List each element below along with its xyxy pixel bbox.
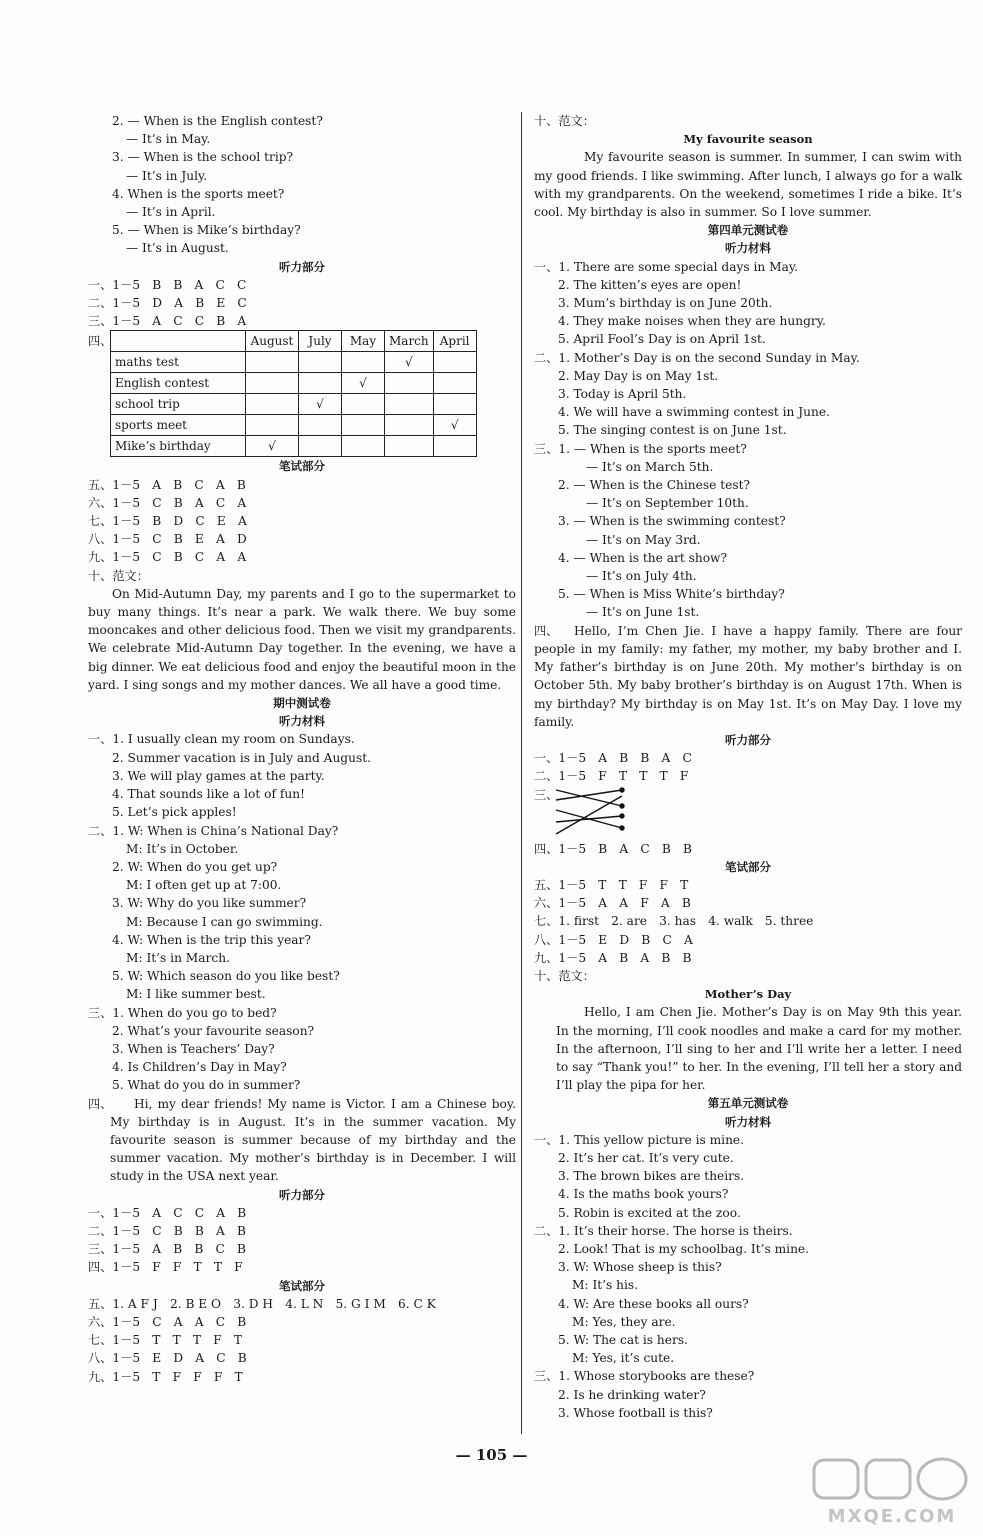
answer-line: 三、1－5 A C C B A xyxy=(88,314,247,329)
text-line: 三、1. When do you go to bed? xyxy=(88,1005,277,1020)
text-line: 5. — When is Miss White’s birthday? xyxy=(558,587,785,602)
check-cell xyxy=(433,352,476,373)
answer-line: 八、1－5 C B E A D xyxy=(88,532,247,547)
text-line: 5. The singing contest is on June 1st. xyxy=(558,423,787,438)
text-line: 5. Let’s pick apples! xyxy=(112,805,237,820)
text-line: 5. Robin is excited at the zoo. xyxy=(558,1205,741,1220)
text-line: 4. Is the maths book yours? xyxy=(558,1187,729,1202)
check-cell xyxy=(433,436,476,457)
answer-table-block xyxy=(88,330,516,457)
answer-line: 七、1. first 2. are 3. has 4. walk 5. three xyxy=(534,914,814,929)
matching-lines-diagram xyxy=(550,786,650,840)
answer-line: 四、1－5 F F T T F xyxy=(88,1260,243,1275)
text-line: 3. The brown bikes are theirs. xyxy=(558,1169,745,1184)
table-row xyxy=(111,352,477,373)
text-line: 2. Summer vacation is in July and August. xyxy=(112,750,371,765)
text-line: 2. Is he drinking water? xyxy=(558,1387,706,1402)
essay-label: 十、范文： xyxy=(534,968,595,983)
section-heading: 笔试部分 xyxy=(279,459,325,474)
check-cell xyxy=(246,373,299,394)
essay-title: Mother’s Day xyxy=(704,987,792,1002)
watermark-shape xyxy=(814,1460,858,1498)
answer-line: 八、1－5 E D A C B xyxy=(88,1351,247,1366)
watermark-icon xyxy=(810,1454,975,1530)
text-line: 4. W: When is the trip this year? xyxy=(112,932,311,947)
answer-line: 一、1－5 B B A C C xyxy=(88,277,247,292)
answer-line: 九、1－5 A B A B B xyxy=(534,950,692,965)
table-header: March xyxy=(385,331,434,352)
text-line: 3. — When is the school trip? xyxy=(112,150,294,165)
answer-line: 三、1－5 A B B C B xyxy=(88,1242,247,1257)
text-line: 5. April Fool’s Day is on April 1st. xyxy=(558,332,766,347)
question-number: 四、 xyxy=(88,1096,113,1111)
text-line: 4. We will have a swimming contest in June. xyxy=(558,405,830,420)
text-line: 一、1. This yellow picture is mine. xyxy=(534,1132,745,1147)
table-header: May xyxy=(342,331,385,352)
check-cell: √ xyxy=(342,373,385,394)
answer-line: 五、1－5 T T F F T xyxy=(534,877,689,892)
table-row xyxy=(111,373,477,394)
text-line: — It’s in April. xyxy=(126,205,216,220)
essay-title: My favourite season xyxy=(683,132,813,147)
text-line: M: I often get up at 7:00. xyxy=(126,878,282,893)
answer-line: 五、1－5 A B C A B xyxy=(88,477,246,492)
text-line: M: Because I can go swimming. xyxy=(126,914,323,929)
text-line: 二、1. W: When is China’s National Day? xyxy=(88,823,339,838)
text-line: 2. Look! That is my schoolbag. It’s mine. xyxy=(558,1241,810,1256)
answer-line: 一、1－5 A B B A C xyxy=(534,751,692,766)
text-line: 5. — When is Mike’s birthday? xyxy=(112,223,301,238)
text-line: M: It’s his. xyxy=(572,1278,639,1293)
answer-line: 八、1－5 E D B C A xyxy=(534,932,693,947)
text-line: M: It’s in March. xyxy=(126,950,230,965)
match-dot xyxy=(620,814,624,818)
text-line: 一、1. There are some special days in May. xyxy=(534,259,799,274)
section-heading: 听力部分 xyxy=(279,1187,325,1202)
table-header: April xyxy=(433,331,476,352)
text-line: 3. Whose football is this? xyxy=(558,1405,713,1420)
match-line xyxy=(556,796,622,834)
section-heading: 笔试部分 xyxy=(279,1278,325,1293)
check-cell xyxy=(299,352,342,373)
table-row xyxy=(111,436,477,457)
text-line: 4. When is the sports meet? xyxy=(112,186,285,201)
text-line: 2. — When is the English contest? xyxy=(112,114,323,128)
section-heading: 笔试部分 xyxy=(725,859,771,874)
text-line: 3. We will play games at the party. xyxy=(112,768,325,783)
text-line: 一、1. I usually clean my room on Sundays. xyxy=(88,732,355,747)
essay-paragraph: Hello, I am Chen Jie. Mother’s Day is on May 9th this year. In the morning, I’ll cook noodles and make a card for my mother. In the afternoon, I’ll sing to her and I’ll write her a letter. I need to say “Thank you!” to her. In the evening, I’ll tell her a story and I’ll play the pipa for her. xyxy=(556,1005,962,1093)
row-label: English contest xyxy=(111,373,246,394)
check-cell: √ xyxy=(246,436,299,457)
text-line: — It’s in August. xyxy=(126,241,229,256)
answer-line: 二、1－5 F T T T F xyxy=(534,769,689,784)
section-heading: 听力材料 xyxy=(725,241,771,256)
text-line: 2. It’s her cat. It’s very cute. xyxy=(558,1150,734,1165)
watermark-text: MXQE.COM xyxy=(827,1506,957,1527)
check-cell xyxy=(342,436,385,457)
text-line: — It’s on March 5th. xyxy=(586,459,714,474)
paragraph-block xyxy=(534,622,962,731)
answer-line: 九、1－5 T F F F T xyxy=(88,1369,243,1384)
check-cell xyxy=(342,394,385,415)
match-dot xyxy=(620,826,624,830)
table-header: July xyxy=(299,331,342,352)
check-cell xyxy=(246,352,299,373)
section-heading: 听力材料 xyxy=(725,1114,771,1129)
listening-paragraph: Hi, my dear friends! My name is Victor. I am a Chinese boy. My birthday is in August. It’s in the summer vacation. My favourite season is summer because of my birthday and the summer vacation. My mother’s birthday is in December. I will study in the USA next year. xyxy=(110,1096,516,1184)
text-line: 4. They make noises when they are hungry. xyxy=(558,314,826,329)
answer-line: 七、1－5 B D C E A xyxy=(88,514,247,529)
answer-line: 七、1－5 T T T F T xyxy=(88,1333,242,1348)
table-row xyxy=(111,415,477,436)
check-cell xyxy=(299,436,342,457)
watermark-logo xyxy=(810,1454,975,1530)
matching-block xyxy=(534,786,962,840)
right-column xyxy=(534,112,962,1422)
check-cell xyxy=(246,415,299,436)
question-number: 四、 xyxy=(534,623,559,638)
row-label: maths test xyxy=(111,352,246,373)
check-cell xyxy=(433,373,476,394)
text-line: 2. May Day is on May 1st. xyxy=(558,368,719,383)
answer-line: 九、1－5 C B C A A xyxy=(88,550,247,565)
row-label: Mike’s birthday xyxy=(111,436,246,457)
check-cell: √ xyxy=(385,352,434,373)
text-line: 3. Today is April 5th. xyxy=(558,387,687,402)
text-line: M: It’s in October. xyxy=(126,841,239,856)
match-dot xyxy=(620,788,624,792)
text-line: — It’s in July. xyxy=(126,168,208,183)
text-line: M: Yes, they are. xyxy=(572,1314,676,1329)
answer-line: 六、1－5 C B A C A xyxy=(88,495,247,510)
check-cell xyxy=(342,352,385,373)
watermark-shape xyxy=(866,1460,910,1498)
check-cell xyxy=(385,394,434,415)
text-line: — It’s on September 10th. xyxy=(586,496,749,511)
text-line: 二、1. It’s their horse. The horse is theirs. xyxy=(534,1223,793,1238)
essay-paragraph: My favourite season is summer. In summer, I can swim with my good friends. I like swimming. After lunch, I always go for a walk with my grandparents. On the weekend, sometimes I ride a bike. It’s cool. My birthday is also in summer. So I love summer. xyxy=(534,150,962,220)
text-line: 5. W: The cat is hers. xyxy=(558,1333,688,1347)
page-number: — 105 — xyxy=(455,1446,528,1464)
text-line: 2. The kitten’s eyes are open! xyxy=(558,277,742,292)
text-line: 二、1. Mother’s Day is on the second Sunday in May. xyxy=(534,350,860,365)
test-title: 第五单元测试卷 xyxy=(707,1096,789,1111)
text-line: 3. Mum’s birthday is on June 20th. xyxy=(558,296,773,311)
text-line: — It’s on May 3rd. xyxy=(586,532,701,547)
text-line: 3. When is Teachers’ Day? xyxy=(112,1041,275,1056)
answer-line: 五、1. A F J 2. B E O 3. D H 4. L N 5. G I M 6. C K xyxy=(88,1296,436,1311)
text-line: 3. W: Why do you like summer? xyxy=(112,896,307,911)
question-number: 三、 xyxy=(534,787,559,802)
text-line: — It’s on June 1st. xyxy=(586,605,700,620)
section-heading: 听力部分 xyxy=(279,259,325,274)
text-line: 3. — When is the swimming contest? xyxy=(558,514,786,529)
text-line: 2. — When is the Chinese test? xyxy=(558,478,751,493)
check-cell: √ xyxy=(299,394,342,415)
essay-label: 十、范文： xyxy=(534,114,595,128)
match-dot xyxy=(620,804,624,808)
question-number: 四、 xyxy=(88,334,113,349)
text-line: 4. — When is the art show? xyxy=(558,550,728,565)
section-heading: 听力材料 xyxy=(279,714,325,729)
paragraph-block xyxy=(88,1095,516,1186)
row-label: school trip xyxy=(111,394,246,415)
answer-line: 二、1－5 C B B A B xyxy=(88,1223,247,1238)
answer-line: 四、1－5 B A C B B xyxy=(534,841,693,856)
text-line: 2. W: When do you get up? xyxy=(112,859,278,874)
text-line: 5. W: Which season do you like best? xyxy=(112,969,340,984)
watermark-shape xyxy=(918,1459,966,1499)
text-line: 4. That sounds like a lot of fun! xyxy=(112,787,305,802)
left-column xyxy=(88,112,516,1386)
text-line: 三、1. — When is the sports meet? xyxy=(534,441,747,456)
answer-table xyxy=(110,330,477,457)
listening-paragraph: Hello, I’m Chen Jie. I have a happy family. There are four people in my family: my father, my mother, my baby brother and I. My father’s birthday is on June 20th. My mother’s birthday is on October 5th. My baby brother’s birthday is on August 17th. When is my birthday? My birthday is on May 1st. It’s on May Day. I love my family. xyxy=(534,623,962,729)
match-line xyxy=(556,816,622,822)
essay-paragraph: On Mid-Autumn Day, my parents and I go to the supermarket to buy many things. It’s near a park. We walk there. We buy some mooncakes and other delicious food. Then we visit my grandparents. We celebrate Mid-Autumn Day together. In the evening, we have a big dinner. We eat delicious food and enjoy the beautiful moon in the yard. I sing songs and my mother dances. We all have a good time. xyxy=(88,586,516,692)
text-line: 三、1. Whose storybooks are these? xyxy=(534,1369,755,1384)
answer-line: 六、1－5 C A A C B xyxy=(88,1314,247,1329)
check-cell xyxy=(342,415,385,436)
column-divider xyxy=(521,112,522,1434)
text-line: 4. W: Are these books all ours? xyxy=(558,1296,749,1311)
section-heading: 听力部分 xyxy=(725,732,771,747)
check-cell xyxy=(246,394,299,415)
row-label: sports meet xyxy=(111,415,246,436)
check-cell xyxy=(299,415,342,436)
test-title: 第四单元测试卷 xyxy=(707,223,789,238)
table-header-row xyxy=(111,331,477,352)
answer-line: 二、1－5 D A B E C xyxy=(88,296,247,311)
table-header: August xyxy=(246,331,299,352)
table-corner-cell xyxy=(111,331,246,352)
essay-label: 十、范文： xyxy=(88,568,149,583)
text-line: M: Yes, it’s cute. xyxy=(572,1351,675,1366)
check-cell xyxy=(433,394,476,415)
check-cell: √ xyxy=(433,415,476,436)
check-cell xyxy=(385,436,434,457)
text-line: 3. W: Whose sheep is this? xyxy=(558,1260,722,1275)
answer-line: 六、1－5 A A F A B xyxy=(534,896,691,911)
text-line: M: I like summer best. xyxy=(126,987,266,1002)
check-cell xyxy=(385,415,434,436)
check-cell xyxy=(385,373,434,394)
answer-line: 一、1－5 A C C A B xyxy=(88,1205,247,1220)
text-line: — It’s on July 4th. xyxy=(586,569,697,584)
text-line: 2. What’s your favourite season? xyxy=(112,1023,315,1038)
text-line: 5. What do you do in summer? xyxy=(112,1078,301,1093)
table-row xyxy=(111,394,477,415)
test-title: 期中测试卷 xyxy=(273,696,331,711)
check-cell xyxy=(299,373,342,394)
text-line: 4. Is Children’s Day in May? xyxy=(112,1060,287,1075)
text-line: — It’s in May. xyxy=(126,132,211,147)
